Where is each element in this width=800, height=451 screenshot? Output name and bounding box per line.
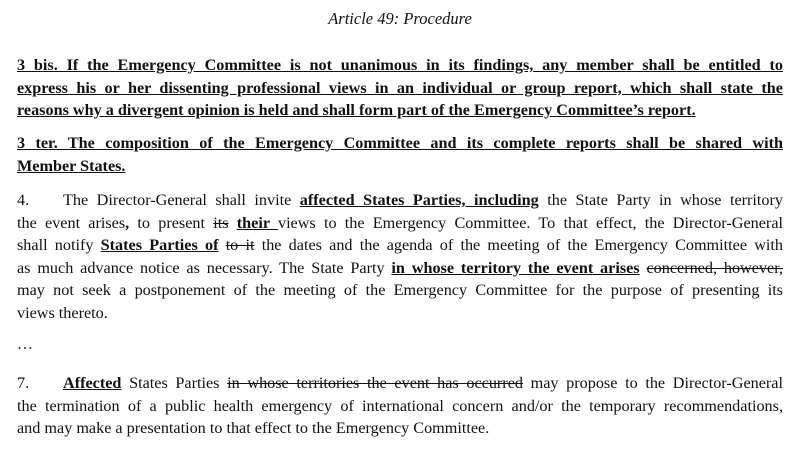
paragraph-4 xyxy=(17,189,783,324)
para-3ter-line-2: Member States. xyxy=(17,156,126,175)
para-4-line-5: may not seek a postponement of the meeting of the Emergency Committee for the purpose of presenting its xyxy=(17,281,783,299)
paragraph-7 xyxy=(17,372,783,440)
para-7-line-1 xyxy=(17,372,783,395)
text-run: The Director-General shall invite xyxy=(63,191,300,209)
inserted-text: affected States Parties, including xyxy=(299,191,539,209)
text-run: views to the Emergency Committee. To that effect, the Director-General xyxy=(277,213,783,232)
omission-ellipsis: … xyxy=(17,336,33,353)
text-run: shall notify xyxy=(17,236,101,254)
para-4-line-6: views thereto. xyxy=(17,303,108,322)
inserted-text: States Parties of xyxy=(100,236,219,254)
deleted-text: to it xyxy=(225,236,255,254)
inserted-text: Affected xyxy=(63,374,122,392)
para-7-line-3: and may make a presentation to that effect to the Emergency Committee. xyxy=(17,419,490,437)
inserted-text: their xyxy=(236,213,278,232)
text-run: may propose to the Director-General xyxy=(522,374,783,392)
paragraph-3-bis xyxy=(17,54,783,122)
para-3bis-line-3: reasons why a divergent opinion is held and shall form part of the Emergency Committee’s report. xyxy=(17,101,696,119)
deleted-text: concerned, however, xyxy=(646,258,783,277)
paragraph-3-ter xyxy=(17,132,783,177)
para-3bis-line-1: 3 bis. If the Emergency Committee is not unanimous in its findings, any member shall be entitled to xyxy=(17,56,783,74)
text-run xyxy=(218,236,225,254)
para-4-line-3 xyxy=(17,234,783,257)
para-7-line-2: the termination of a public health emergency of international concern and/or the temporary recommendations, xyxy=(17,396,783,415)
text-run: to present xyxy=(129,213,214,232)
para-4-line-1 xyxy=(17,189,783,212)
text-run: as much advance notice as necessary. The State Party xyxy=(17,258,392,277)
para-4-line-4 xyxy=(17,257,783,280)
para-4-number: 4. xyxy=(17,191,30,209)
deleted-text: its xyxy=(213,213,229,232)
para-4-line-2 xyxy=(17,212,783,235)
inserted-text: in whose territory the event arises xyxy=(391,258,640,277)
article-title: Article 49: Procedure xyxy=(328,9,472,28)
text-run: the State Party in whose territory xyxy=(538,191,783,209)
para-3ter-line-1: 3 ter. The composition of the Emergency Committee and its complete reports shall be shared with xyxy=(17,134,783,152)
inserted-text: , xyxy=(125,213,130,232)
para-7-number: 7. xyxy=(17,374,30,392)
para-3bis-line-2: express his or her dissenting professional views in an individual or group report, which shall state the xyxy=(17,78,783,97)
deleted-text: in whose territories the event has occurred xyxy=(227,374,523,392)
text-run: the dates and the agenda of the meeting of the Emergency Committee with xyxy=(254,236,783,254)
text-run: States Parties xyxy=(121,374,228,392)
text-run: the event arises xyxy=(17,213,126,232)
